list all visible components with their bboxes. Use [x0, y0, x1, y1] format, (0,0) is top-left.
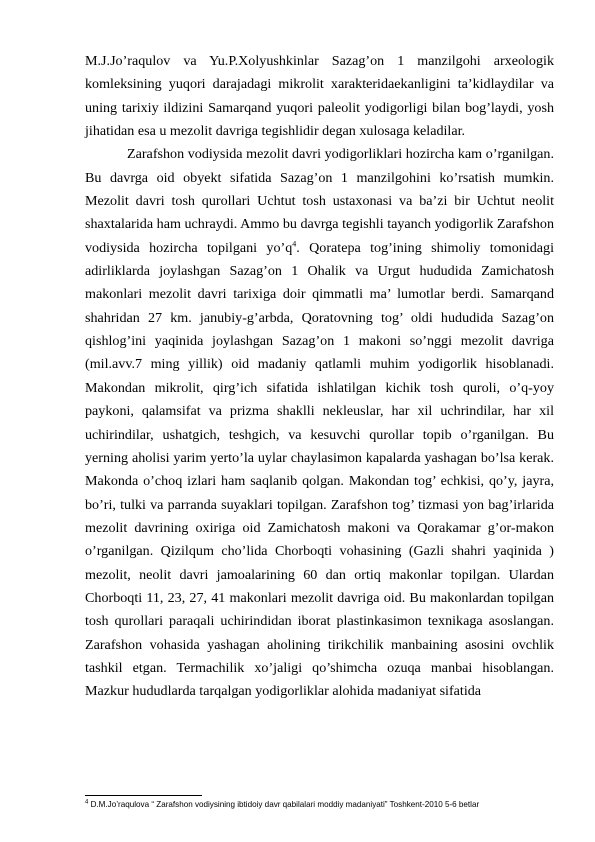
- footnote-text: D.M.Jo’raqulova “ Zarafshon vodiysining ibtidoiy davr qabilalari moddiy madaniyati” Toshkent-2010 5-6 betlar: [88, 800, 480, 809]
- footnote-separator: [85, 795, 202, 796]
- paragraph-2: [85, 143, 554, 703]
- footnote-reference[interactable]: 4: [292, 239, 297, 249]
- paragraph-2-text-end: . Qoratepa tog’ining shimoliy tomonidagi adirliklarda joylashgan Sazag’on 1 Ohalik va Urgut hududida Zamichatosh makonlari mezolit davri tarixiga doir qimmatli ma’ lumotlar berdi. Samarqand shahridan 27 km. janubiy-g’arbda, Qoratovning tog’ oldi hududida Sazag’on qishlog’ini yaqinida joylashgan Sazag’on 1 makoni so’nggi mezolit davriga (mil.avv.7 ming yillik) oid madaniy qatlamli muhim yodigorlik hisoblanadi. Makondan mikrolit, qirg’ich sifatida ishlatilgan kichik tosh quroli, o’q-yoy paykoni, qalamsifat va prizma shaklli nekleuslar, har xil uchrindilar, har xil uchirindilar, ushatgich, teshgich, va kesuvchi qurollar topib o’rganilgan. Bu yerning aholisi yarim yerto’la uylar chaylasimon kapalarda yashagan bo’lsa kerak. Makonda o’choq izlari ham saqlanib qolgan. Makondan tog’ echkisi, qo’y, jayra, bo’ri, tulki va parranda suyaklari topilgan. Zarafshon tog’ tizmasi yon bag’irlarida mezolit davrining oxiriga oid Zamichatosh makoni va Qorakamar g’or-makon o’rganilgan. Qizilqum cho’lida Chorboqti vohasining (Gazli shahri yaqinida ) mezolit, neolit davri jamoalarining 60 dan ortiq makonlar topilgan. Ulardan Chorboqti 11, 23, 27, 41 makonlari mezolit davriga oid. Bu makonlardan topilgan tosh qurollari paraqali uchirindidan iborat plastinkasimon texnikaga asoslangan. Zarafshon vohasida yashagan aholining tirikchilik manbaining asosini ovchlik tashkil etgan. Termachilik xo’jaligi qo’shimcha ozuqa manbai hisoblangan. Mazkur hududlarda tarqalgan yodigorliklar alohida madaniyat sifatida: [85, 239, 554, 700]
- footnote-marker: 4: [85, 799, 89, 806]
- paragraph-2-text-start: Zarafshon vodiysida mezolit davri yodigorliklari hozircha kam o’rganilgan. Bu davrga oid obyekt sifatida Sazag’on 1 manzilgohini ko’rsatish mumkin. Mezolit davri tosh qurollari Uchtut tosh ustaxonasi va ba’zi bir Uchtut neolit shaxtalarida ham uchraydi. Ammo bu davrga tegishli tayanch yodigorlik Zarafshon vodiysida hozircha topilgani yo’q: [85, 146, 554, 256]
- paragraph-1: M.J.Jo’raqulov va Yu.P.Xolyushkinlar Sazag’on 1 manzilgohi arxeologik komleksining yuqori darajadagi mikrolit xarakteridaekanligini ta’kidlaydilar va uning tarixiy ildizini Samarqand yuqori paleolit yodigorligi bilan bog’laydi, yosh jihatidan esa u mezolit davriga tegishlidir degan xulosaga keladilar.: [85, 53, 554, 140]
- footnote: [85, 799, 554, 810]
- document-body: [85, 50, 554, 704]
